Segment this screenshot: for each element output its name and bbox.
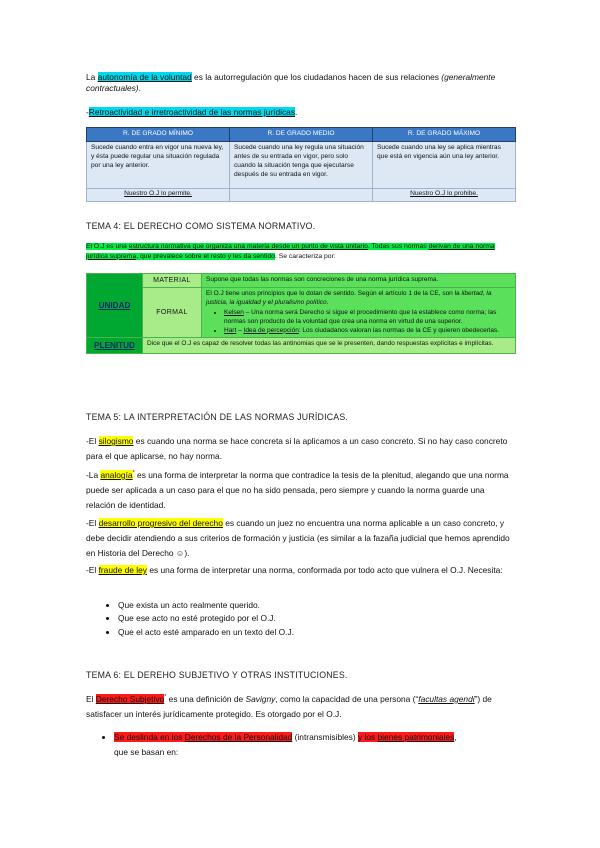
formal-text-b: . — [326, 299, 329, 307]
list-item — [114, 730, 516, 760]
ds-asterisk: * — [164, 694, 167, 701]
formal-description — [202, 288, 516, 338]
cell-grado-medio: Sucede cuando una ley regula una situación antes de su entrada en vigor, pero solo cuando la situación tenga que ejecutarse después de su entrada en vigor. — [230, 142, 373, 189]
table-row — [87, 338, 516, 354]
fraude-paragraph — [86, 563, 516, 578]
intro-text: es la autorregulación que los ciudadanos hacen de sus relaciones — [191, 72, 442, 82]
material-description: Supone que todas las normas son concreciones de una norma jurídica suprema. — [202, 274, 516, 288]
ds-pre: El — [86, 694, 96, 704]
list-item — [224, 309, 511, 327]
hart-text: : Los ciudadanos valoran las normas de la CE y quieren obedecerlas. — [298, 326, 499, 334]
unidad-label — [87, 274, 143, 338]
analogia-paragraph — [86, 468, 516, 513]
footer-prohibe-text: Nuestro O.J lo prohibe. — [410, 190, 478, 197]
list-item: • Que el acto esté amparado en un texto del O.J. — [118, 627, 516, 638]
retroactivity-grades-table — [86, 127, 516, 202]
table-row — [87, 274, 516, 288]
retro-dash: - — [86, 107, 89, 117]
formal-text-italic: libertad, la justicia, la igualdad y el pluralismo político — [206, 290, 492, 307]
personality-bullet — [86, 730, 516, 762]
tema4-title: TEMA 4: EL DERECHO COMO SISTEMA NORMATIVO. — [86, 221, 316, 231]
bullet-f: , — [454, 732, 457, 742]
footer-permite — [87, 189, 230, 202]
bullet-a: Se deslinda en los — [114, 732, 185, 742]
personality-list — [86, 730, 516, 760]
desarrollo-pre: -El — [86, 518, 99, 528]
footer-prohibe — [373, 189, 516, 202]
requirements-list — [86, 600, 516, 638]
fraude-pre: -El — [86, 565, 99, 575]
ds-text-b: , como la capacidad de una persona (“ — [275, 694, 419, 704]
tema4-intro-d: derivan de una norma jurídica suprema — [86, 243, 495, 260]
analogia-pre: -La — [86, 470, 101, 480]
desarrollo-term: desarrollo progresivo del derecho — [98, 518, 223, 528]
ds-facultas: facultas agendi — [418, 694, 475, 704]
desarrollo-paragraph — [86, 516, 516, 561]
unidad-label-text: UNIDAD — [98, 301, 131, 311]
table-row — [87, 288, 516, 338]
silogismo-paragraph — [86, 434, 516, 464]
retro-end: . — [295, 107, 298, 117]
bullet-g: que se basan en: — [114, 747, 179, 758]
bullet-d: y los — [357, 732, 378, 742]
analogia-text: es una forma de interpretar la norma que contradice la tesis de la plenitud, alegando que una norma puede ser aplicada a un caso para el que no ha sido pensada, pero siempre y cuando la norma guarde una relación de identidad. — [86, 470, 509, 511]
tema5-title: TEMA 5: LA INTERPRETACIÓN DE LAS NORMAS JURÍDICAS. — [86, 412, 349, 422]
list-item: • Que exista un acto realmente querido. — [118, 600, 516, 611]
bullet-e: bienes patrimoniales — [377, 732, 455, 742]
header-grado-maximo: R. DE GRADO MÁXIMO — [373, 128, 516, 142]
plenitud-label — [87, 338, 143, 354]
plenitud-label-text: PLENITUD — [94, 341, 135, 351]
tema4-intro-a: El O.J es una — [86, 243, 129, 250]
tema4-intro-e: , que prevalece sobre el resto y les da sentido — [136, 252, 275, 260]
autonomy-paragraph — [86, 72, 516, 95]
fraude-requirements — [86, 600, 516, 640]
kelsen-text: – Una norma será Derecho si sigue el procedimiento que la establece como norma; las normas son producto de la voluntad que crea una norma en virtud de una superior. — [224, 308, 497, 325]
derecho-subjetivo-paragraph — [86, 692, 516, 722]
list-item: • Que ese acto no esté protegido por el O.J. — [118, 613, 516, 624]
retroactivity-heading — [86, 107, 516, 118]
ds-text-a: es una definición de — [166, 694, 246, 704]
cell-grado-maximo: Sucede cuando una ley se aplica mientras que está en vigencia aún una ley anterior. — [373, 142, 516, 189]
hart-idea: Idea de percepción — [243, 326, 299, 334]
table-footer-row — [87, 189, 516, 202]
header-grado-medio: R. DE GRADO MEDIO — [230, 128, 373, 142]
tema6-title: TEMA 6: EL DEREHO SUBJETIVO Y OTRAS INSTITUCIONES. — [86, 670, 348, 680]
material-label: MATERIAL — [143, 274, 202, 288]
formal-label: FORMAL — [143, 288, 202, 338]
fraude-term: fraude de ley — [98, 565, 147, 575]
intro-prefix: La — [86, 72, 98, 82]
ds-term: Derecho Subjetivo — [95, 694, 165, 704]
silogismo-term: silogismo — [98, 436, 134, 446]
table-header-row — [87, 128, 516, 142]
kelsen-name: Kelsen — [224, 308, 244, 316]
ds-text-c: ”) de satisfacer un interés jurídicamente protegido. Es otorgado por el O.J. — [86, 694, 492, 720]
tema4-intro-f: . Se caracteriza por: — [274, 252, 336, 260]
analogia-asterisk: * — [132, 470, 135, 477]
bullet-c: (intransmisibles) — [292, 732, 358, 742]
ds-savigny: Savigny — [245, 694, 276, 704]
intro-italic: (generalmente contractuales) — [86, 72, 496, 94]
autonomy-term: autonomía de la voluntad — [97, 72, 192, 82]
fraude-text: es una forma de interpretar una norma, conformada por todo acto que vulnera el O.J. Necesita: — [147, 565, 503, 575]
bullet-b: Derechos de la Personalidad — [184, 732, 293, 742]
footer-permite-text: Nuestro O.J lo permite. — [124, 190, 192, 197]
intro-end: . — [138, 83, 141, 94]
table-row — [87, 142, 516, 189]
silogismo-pre: -El — [86, 436, 99, 446]
characteristics-table — [86, 273, 516, 354]
cell-grado-minimo: Sucede cuando entra en vigor una nueva ley, y ésta puede regular una situación regulada por una ley anterior. — [87, 142, 230, 189]
hart-name: Hart — [224, 326, 237, 334]
formal-text-a: El O.J tiene unos principios que lo dotan de sentido. Según el artículo 1 de la CE, son la — [206, 290, 462, 298]
tema4-intro-c: . Todas sus normas — [367, 243, 429, 250]
list-item — [224, 327, 511, 336]
header-grado-minimo: R. DE GRADO MÍNIMO — [87, 128, 230, 142]
formal-theories-list — [206, 309, 511, 335]
silogismo-text: es cuando una norma se hace concreta si la aplicamos a un caso concreto. Si no hay caso concreto para el que aplicarse, no hay norma. — [86, 436, 508, 462]
retro-term: Retroactividad e irretroactividad de las normas jurídicas — [88, 107, 296, 117]
desarrollo-text: es cuando un juez no encuentra una norma aplicable a un caso concreto, y debe decidir atendiendo a sus criterios de formación y justicia (es similar a la fazaña judicial que hemos aprendido en Historia del Derecho ☺). — [86, 518, 510, 559]
footer-empty — [230, 189, 373, 202]
tema4-intro-b: estructura normativa que organiza una materia desde un punto de vista unitario — [128, 243, 368, 250]
plenitud-description: Dice que el O.J es capaz de resolver todas las antinomias que se le presenten, dando respuestas explícitas e implícitas. — [143, 338, 516, 354]
hart-dash: – — [236, 326, 244, 334]
tema4-intro — [86, 242, 516, 261]
analogia-term: analogía — [100, 470, 133, 480]
